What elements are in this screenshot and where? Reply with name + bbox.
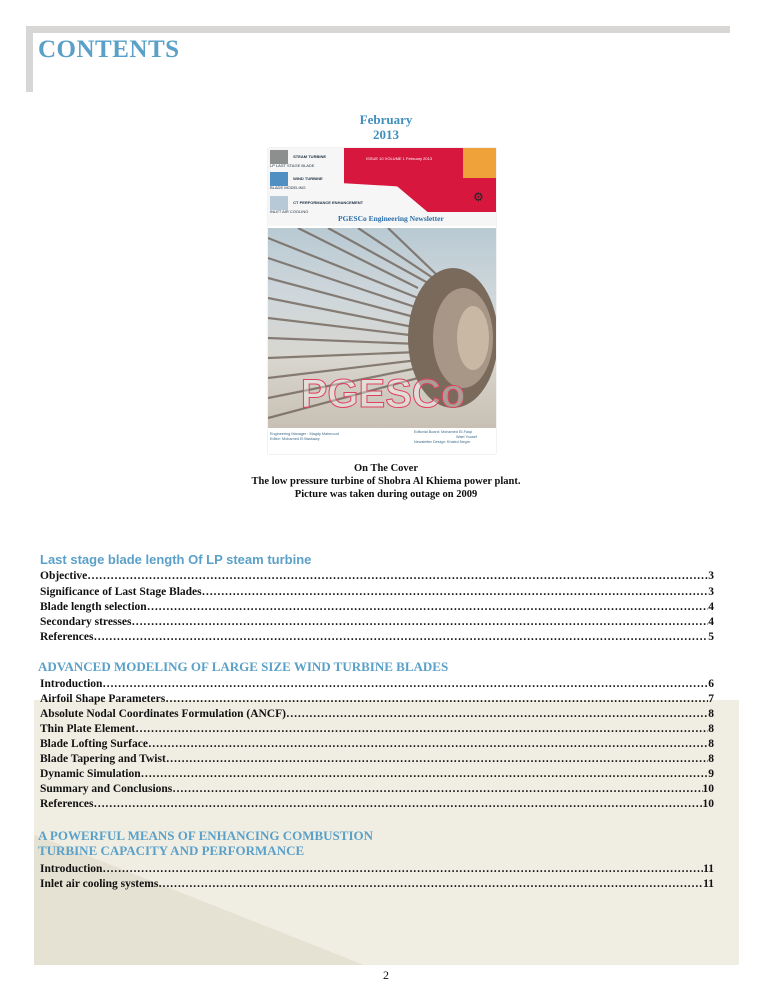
section-heading-steam: Last stage blade length Of LP steam turbine <box>40 552 312 567</box>
header-side-rule <box>26 26 33 92</box>
cover-item-steam: STEAM TURBINE LP LAST STAGE BLADE <box>270 150 326 168</box>
cover-item-ct: CT PERFORMANCE ENHANCEMENT INLET AIR COOLING <box>270 196 363 214</box>
section-heading-line: A POWERFUL MEANS OF ENHANCING COMBUSTION <box>38 828 374 843</box>
cover-item-wind: WIND TURBINE BLADE MODELING <box>270 172 323 190</box>
gear-logo-icon: ⚙ <box>473 190 484 204</box>
caption-line: The low pressure turbine of Shobra Al Khiema power plant. <box>251 476 521 487</box>
toc-entry[interactable]: References …………………………………………………………………………………………………………………………………………………………………… 10 <box>40 797 714 812</box>
page-number: 2 <box>383 968 389 982</box>
header-rule <box>26 26 730 33</box>
toc-entry[interactable]: Secondary stresses …………………………………………………………………………………………………………………………………………………………………… 4 <box>40 615 714 630</box>
cover-issue-info: ISSUE 10 VOLUME 1 February 2013 <box>366 156 433 161</box>
toc-entry[interactable]: Significance of Last Stage Blades …………………………………………………………………………………………………………………………………………………………………… 3 <box>40 585 714 600</box>
cover-orange-shape <box>463 148 496 178</box>
toc-entry[interactable]: Introduction …………………………………………………………………………………………………………………………………………………………………… 6 <box>40 677 714 692</box>
toc-entry[interactable]: Dynamic Simulation …………………………………………………………………………………………………………………………………………………………………… 9 <box>40 767 714 782</box>
cover-watermark: PGESCo <box>300 372 466 416</box>
section-heading-ct <box>38 828 373 858</box>
wind-turbine-thumb-icon <box>270 172 288 186</box>
toc-entry[interactable]: Blade Lofting Surface …………………………………………………………………………………………………………………………………………………………………… 8 <box>40 737 714 752</box>
toc-entry[interactable]: Introduction …………………………………………………………………………………………………………………………………………………………………… 11 <box>40 862 714 877</box>
issue-date <box>0 112 772 142</box>
toc-entry[interactable]: Thin Plate Element …………………………………………………………………………………………………………………………………………………………………… 8 <box>40 722 714 737</box>
combustion-turbine-thumb-icon <box>270 196 288 210</box>
caption-line: Picture was taken during outage on 2009 <box>294 489 478 500</box>
cover-credits-left: Engineering Manager : Magdy Mahmoud Editor: Mohamed El Baskawy <box>270 432 339 441</box>
toc-entry[interactable]: Blade length selection …………………………………………………………………………………………………………………………………………………………………… 4 <box>40 600 714 615</box>
section-heading-line: TURBINE CAPACITY AND PERFORMANCE <box>38 843 305 858</box>
cover-credits-right: Editorial Board: Mohamed El-Faiqi Wael Yousef Newsletter Design: Khaled Negm <box>414 430 477 444</box>
toc-entry[interactable]: Objective …………………………………………………………………………………………………………………………………………………………………… 3 <box>40 569 714 584</box>
toc-entry[interactable]: Blade Tapering and Twist …………………………………………………………………………………………………………………………………………………………………… 8 <box>40 752 714 767</box>
turbine-thumb-icon <box>270 150 288 164</box>
toc-entry[interactable]: References …………………………………………………………………………………………………………………………………………………………………… 5 <box>40 630 714 645</box>
issue-month: February <box>359 112 413 127</box>
issue-year: 2013 <box>373 127 399 142</box>
toc-entry[interactable]: Inlet air cooling systems …………………………………………………………………………………………………………………………………………………………………… 11 <box>40 877 714 892</box>
toc-entry[interactable]: Absolute Nodal Coordinates Formulation (ANCF) …………………………………………………………………………………………………………………………………………………………………… 8 <box>40 707 714 722</box>
cover-caption <box>0 462 772 501</box>
toc-entry[interactable]: Airfoil Shape Parameters …………………………………………………………………………………………………………………………………………………………………… 7 <box>40 692 714 707</box>
cover-newsletter-title: PGESCo Engineering Newsletter <box>338 214 444 223</box>
toc-entry[interactable]: Summary and Conclusions …………………………………………………………………………………………………………………………………………………………………… 10 <box>40 782 714 797</box>
cover-image <box>268 148 496 454</box>
section-heading-wind: ADVANCED MODELING OF LARGE SIZE WIND TURBINE BLADES <box>38 659 449 674</box>
caption-title: On The Cover <box>354 463 418 474</box>
page-title: CONTENTS <box>38 36 180 63</box>
